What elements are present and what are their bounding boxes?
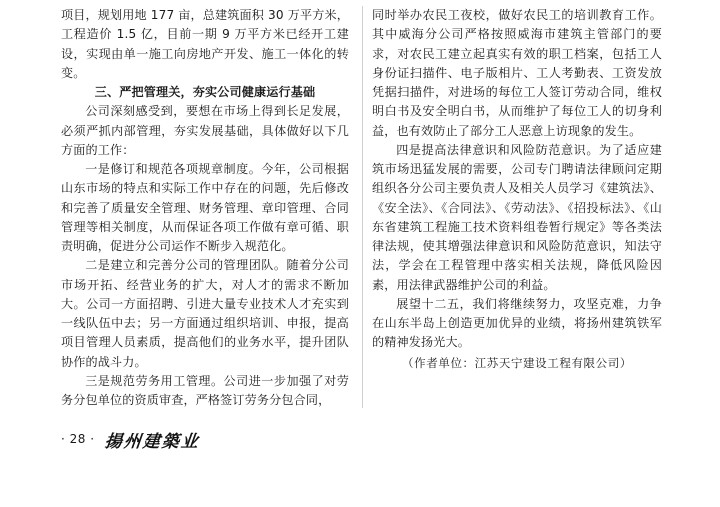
section-heading: 三、严把管理关，夯实公司健康运行基础: [94, 85, 316, 99]
paragraph: 四是提高法律意识和风险防范意识。为了适应建筑市场迅猛发展的需要，公司专门聘请法律顾问定期组织各分公司主要负责人及相关人员学习《建筑法》、《安全法》、《合同法》、《劳动法》、《招投标法》、《山东省建筑工程施工技术资料组卷暂行规定》等各类法律法规，使其增强法律意识和风险防范意识，知法守法，学会在工程管理中落实相关法规，降低风险因素，用法律武器维护公司的利益。: [372, 142, 662, 292]
left-column: [61, 6, 349, 410]
paragraph: 一是修订和规范各项规章制度。今年，公司根据山东市场的特点和实际工作中存在的问题，先后修改和完善了质量安全管理、财务管理、章印管理、合同管理等相关制度，从而保证各项工作做有章可循、职责明确，促进分公司运作不断步入规范化。: [61, 162, 349, 253]
paragraph-continued: 项目，规划用地 177 亩，总建筑面积 30 万平方米，工程造价 1.5 亿，目前一期 9 万平方米已经开工建设，实现由单一施工向房地产开发、施工一体化的转变。: [61, 8, 349, 80]
paragraph: 公司深刻感受到，要想在市场上得到长足发展，必须严抓内部管理，夯实发展基础，具体做好以下几方面的工作：: [61, 104, 349, 157]
column-divider: [362, 6, 363, 408]
publication-logo: 揚州建築业: [103, 431, 201, 452]
author-affiliation: （作者单位：江苏天宁建设工程有限公司）: [402, 355, 632, 370]
page-footer: [61, 429, 201, 452]
paragraph: 展望十二五，我们将继续努力，攻坚克难，力争在山东半岛上创造更加优异的业绩，将扬州建筑铁军的精神发扬光大。: [372, 296, 662, 350]
right-column: [372, 6, 662, 373]
paragraph: 二是建立和完善分公司的管理团队。随着分公司市场开拓、经营业务的扩大，对人才的需求不断加大。公司一方面招聘、引进大量专业技术人才充实到一线队伍中去；另一方面通过组织培训、申报，提高项目管理人员素质，提高他们的业务水平，提升团队协作的战斗力。: [61, 258, 349, 369]
paragraph: 三是规范劳务用工管理。公司进一步加强了对劳务分包单位的资质审查，严格签订劳务分包合同，: [61, 373, 349, 407]
paragraph-continued: 同时举办农民工夜校，做好农民工的培训教育工作。其中威海分公司严格按照威海市建筑主管部门的要求，对农民工建立起真实有效的职工档案，包括工人身份证扫描件、电子版相片、工人考勤表、工资发放凭据扫描件，对进场的每位工人签订劳动合同，维权明白书及安全明白书，从而维护了每位工人的切身利益，也有效防止了部分工人恶意上访现象的发生。: [372, 8, 662, 138]
page-number: · 28 ·: [61, 432, 95, 446]
